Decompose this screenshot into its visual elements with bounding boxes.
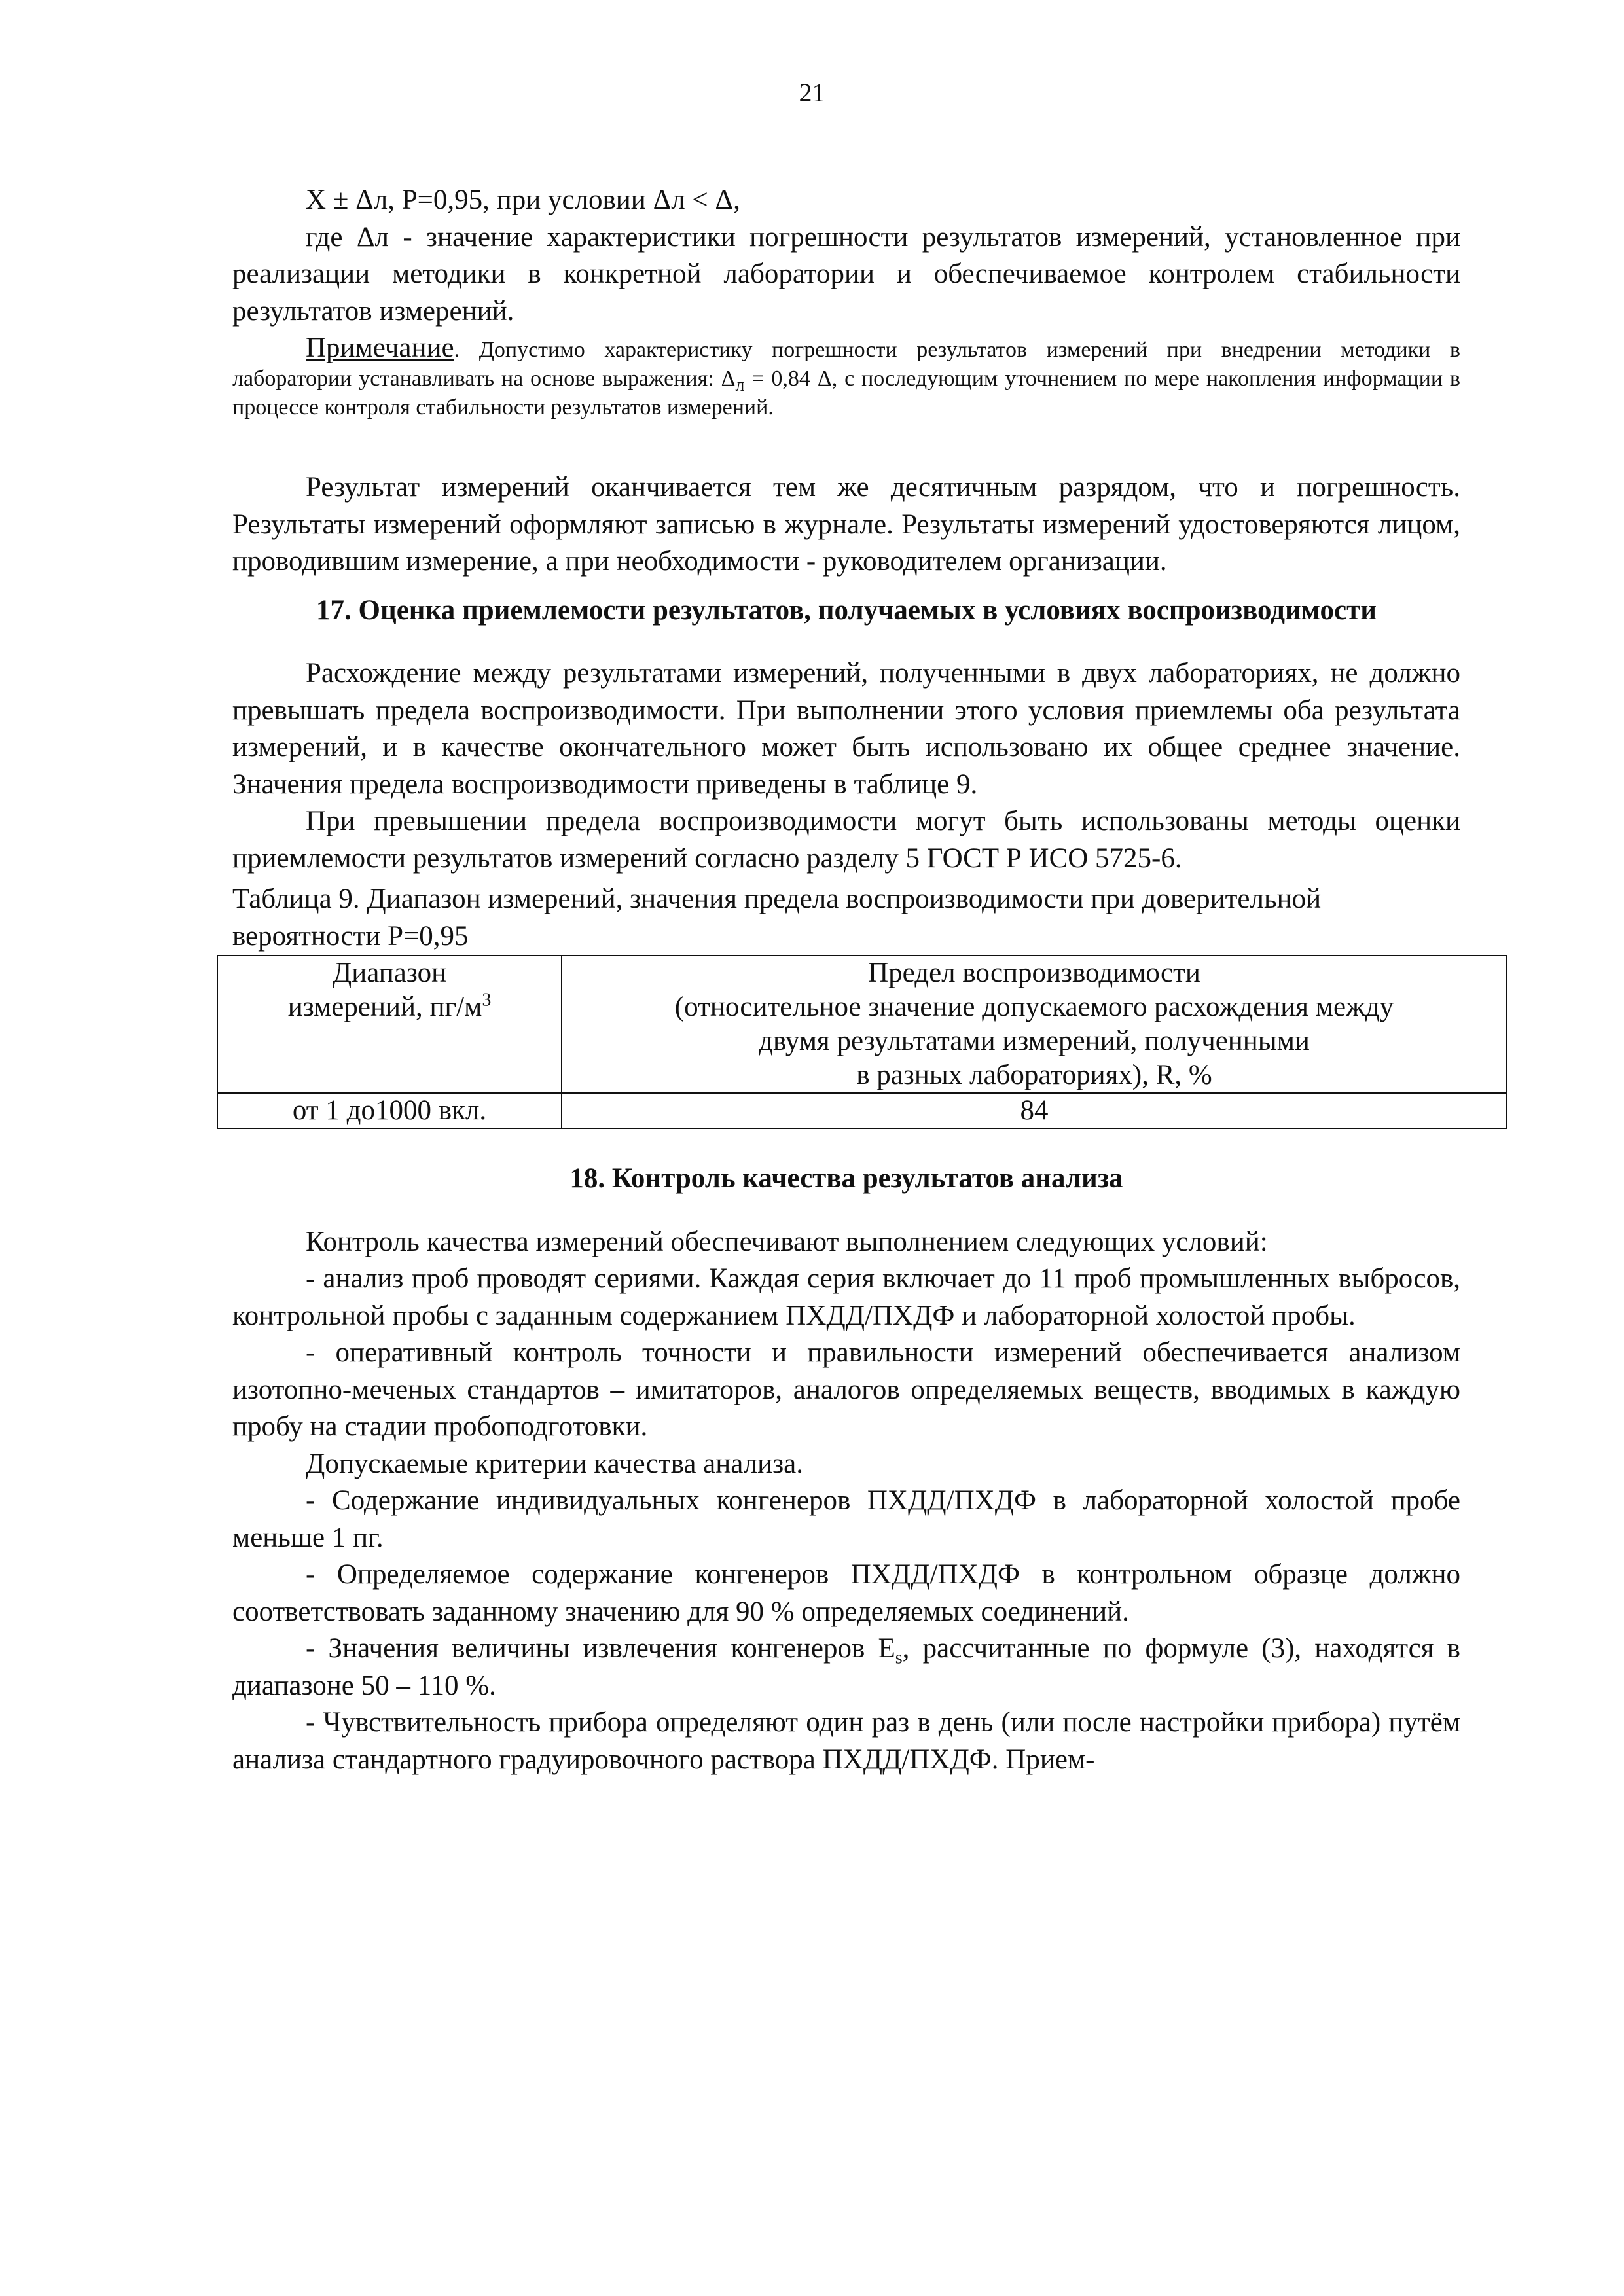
- page-number: 21: [799, 78, 825, 107]
- section-18-paragraph-5: - Содержание индивидуальных конгенеров ПХДД/ПХДФ в лабораторной холостой пробе меньше 1 пг.: [232, 1485, 1460, 1553]
- p7-text-before: - Значения величины извлечения конгенеров E: [306, 1633, 895, 1664]
- where-paragraph: где Δл - значение характеристики погрешности результатов измерений, установленное при реализации методики в конкретной лаборатории и обеспечиваемое контролем стабильности результатов измерений.: [232, 221, 1460, 327]
- page-content: [232, 182, 1460, 1778]
- note-subscript: л: [735, 374, 745, 395]
- table-header-range: [217, 956, 562, 1093]
- table-caption-line-2: вероятности P=0,95: [232, 920, 469, 952]
- section-17-heading: 17. Оценка приемлемости результатов, получаемых в условиях воспроизводимости: [316, 594, 1377, 626]
- section-17-paragraph-1: Расхождение между результатами измерений, полученными в двух лабораториях, не должно превышать предела воспроизводимости. При выполнении этого условия приемлемы оба результата измерений, и в качестве окончательного может быть использовано их общее среднее значение. Значения предела воспроизводимости приведены в таблице 9.: [232, 658, 1460, 800]
- table-cell-range: от 1 до1000 вкл.: [217, 1093, 562, 1128]
- table-row: [217, 1093, 1507, 1128]
- section-18-paragraph-8: - Чувствительность прибора определяют один раз в день (или после настройки прибора) путём анализа стандартного градуировочного раствора ПХДД/ПХДФ. Прием-: [232, 1707, 1460, 1775]
- reproducibility-table: [217, 955, 1507, 1129]
- note-text-after: = 0,84 Δ, с последующим уточнением по мере накопления информации в процессе контроля стабильности результатов измерений.: [232, 367, 1460, 420]
- table-header-range-sup: 3: [482, 990, 492, 1011]
- table-cell-value: 84: [562, 1093, 1507, 1128]
- formula-line: X ± Δл, P=0,95, при условии Δл < Δ,: [306, 185, 740, 215]
- section-17-paragraph-2: При превышении предела воспроизводимости могут быть использованы методы оценки приемлемости результатов измерений согласно разделу 5 ГОСТ Р ИСО 5725-6.: [232, 806, 1460, 874]
- section-18-paragraph-4: Допускаемые критерии качества анализа.: [306, 1448, 804, 1479]
- table-header-limit: Предел воспроизводимости (относительное значение допускаемого расхождения между двумя результатами измерений, полученными в разных лабораториях), R, %: [562, 956, 1507, 1093]
- note-paragraph: [232, 334, 1460, 422]
- section-18-paragraph-3: - оперативный контроль точности и правильности измерений обеспечивается анализом изотопно-меченых стандартов – имитаторов, аналогов определяемых веществ, вводимых в каждую пробу на стадии пробоподготовки.: [232, 1337, 1460, 1442]
- p7-text-after: , рассчитанные по формуле (3), находятся в диапазоне 50 – 110 %.: [232, 1633, 1460, 1701]
- note-label: Примечание: [306, 332, 454, 363]
- table-header-row: [217, 956, 1507, 1093]
- note-text-before: . Допустимо характеристику погрешности результатов измерений при внедрении методики в лаборатории устанавливать на основе выражения: Δ: [232, 338, 1460, 391]
- result-paragraph: Результат измерений оканчивается тем же десятичным разрядом, что и погрешность. Результаты измерений оформляют записью в журнале. Результаты измерений удостоверяются лицом, проводившим измерение, а при необходимости - руководителем организации.: [232, 472, 1460, 577]
- section-18-paragraph-2: - анализ проб проводят сериями. Каждая серия включает до 11 проб промышленных выбросов, контрольной пробы с заданным содержанием ПХДД/ПХДФ и лабораторной холостой пробы.: [232, 1263, 1460, 1331]
- section-18-paragraph-1: Контроль качества измерений обеспечивают выполнением следующих условий:: [306, 1226, 1268, 1257]
- table-header-range-text: Диапазон измерений, пг/м: [287, 958, 482, 1022]
- p7-subscript: s: [895, 1647, 903, 1668]
- table-caption-line-1: Таблица 9. Диапазон измерений, значения предела воспроизводимости при доверительной: [232, 884, 1322, 914]
- section-18-heading: 18. Контроль качества результатов анализа: [569, 1163, 1123, 1194]
- section-18-paragraph-6: - Определяемое содержание конгенеров ПХДД/ПХДФ в контрольном образце должно соответствовать заданному значению для 90 % определяемых соединений.: [232, 1559, 1460, 1627]
- section-18-paragraph-7: [232, 1630, 1460, 1704]
